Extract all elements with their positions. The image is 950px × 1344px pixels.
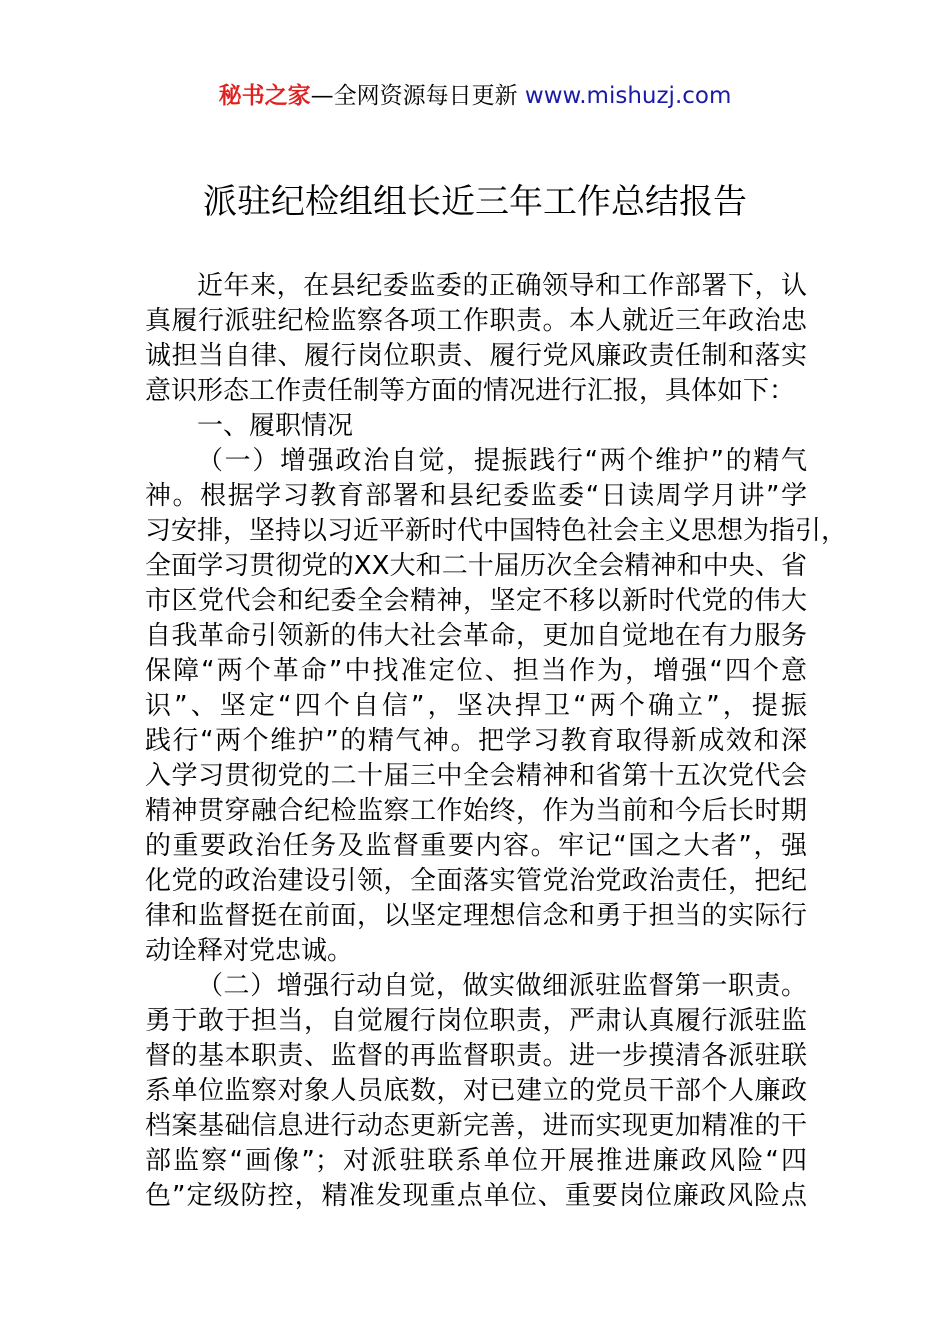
site-tagline: —全网资源每日更新 (310, 83, 518, 109)
paragraph-line: 践行“两个维护”的精气神。把学习教育取得新成效和深 (145, 726, 807, 756)
paragraph-line: 督的基本职责、监督的再监督职责。进一步摸清各派驻联 (145, 1041, 807, 1071)
paragraph-line: 神。根据学习教育部署和县纪委监委“日读周学月讲”学 (145, 481, 807, 511)
paragraph-line: 律和监督挺在前面，以坚定理想信念和勇于担当的实际行 (145, 901, 807, 931)
site-brand: 秘书之家 (218, 83, 311, 109)
paragraph-line: 保障“两个革命”中找准定位、担当作为，增强“四个意 (145, 656, 807, 686)
paragraph-line: 习安排，坚持以习近平新时代中国特色社会主义思想为指引， (145, 516, 848, 546)
site-url[interactable]: www.mishuzj.com (524, 83, 732, 109)
paragraph-line: 市区党代会和纪委全会精神，坚定不移以新时代党的伟大 (145, 586, 807, 616)
site-header (0, 80, 950, 112)
paragraph-line: （二）增强行动自觉，做实做细派驻监督第一职责。 (197, 971, 807, 1001)
paragraph-line: 化党的政治建设引领，全面落实管党治党政治责任，把纪 (145, 866, 807, 896)
paragraph-line: （一）增强政治自觉，提振践行“两个维护”的精气 (197, 446, 807, 476)
paragraph-line: 诚担当自律、履行岗位职责、履行党风廉政责任制和落实 (145, 341, 807, 371)
document-title: 派驻纪检组组长近三年工作总结报告 (203, 182, 747, 222)
paragraph-line: 精神贯穿融合纪检监察工作始终，作为当前和今后长时期 (145, 796, 807, 826)
section-heading: 一、履职情况 (197, 411, 354, 441)
paragraph-line: 系单位监察对象人员底数，对已建立的党员干部个人廉政 (145, 1076, 807, 1106)
paragraph-line: 全面学习贯彻党的XX大和二十届历次全会精神和中央、省 (145, 551, 807, 581)
paragraph-line: 识”、坚定“四个自信”，坚决捍卫“两个确立”，提振 (145, 691, 807, 721)
paragraph-line: 意识形态工作责任制等方面的情况进行汇报，具体如下： (145, 376, 796, 406)
paragraph-line: 的重要政治任务及监督重要内容。牢记“国之大者”，强 (145, 831, 807, 861)
paragraph-line: 真履行派驻纪检监察各项工作职责。本人就近三年政治忠 (145, 306, 807, 336)
paragraph-line: 入学习贯彻党的二十届三中全会精神和省第十五次党代会 (145, 761, 807, 791)
paragraph-line: 档案基础信息进行动态更新完善，进而实现更加精准的干 (145, 1111, 807, 1141)
paragraph-line: 近年来，在县纪委监委的正确领导和工作部署下，认 (197, 271, 807, 301)
paragraph-line: 色”定级防控，精准发现重点单位、重要岗位廉政风险点 (145, 1181, 807, 1211)
paragraph-line: 动诠释对党忠诚。 (145, 936, 354, 966)
paragraph-line: 自我革命引领新的伟大社会革命，更加自觉地在有力服务 (145, 621, 807, 651)
paragraph-line: 勇于敢于担当，自觉履行岗位职责，严肃认真履行派驻监 (145, 1006, 807, 1036)
paragraph-line: 部监察“画像”；对派驻联系单位开展推进廉政风险“四 (145, 1146, 807, 1176)
